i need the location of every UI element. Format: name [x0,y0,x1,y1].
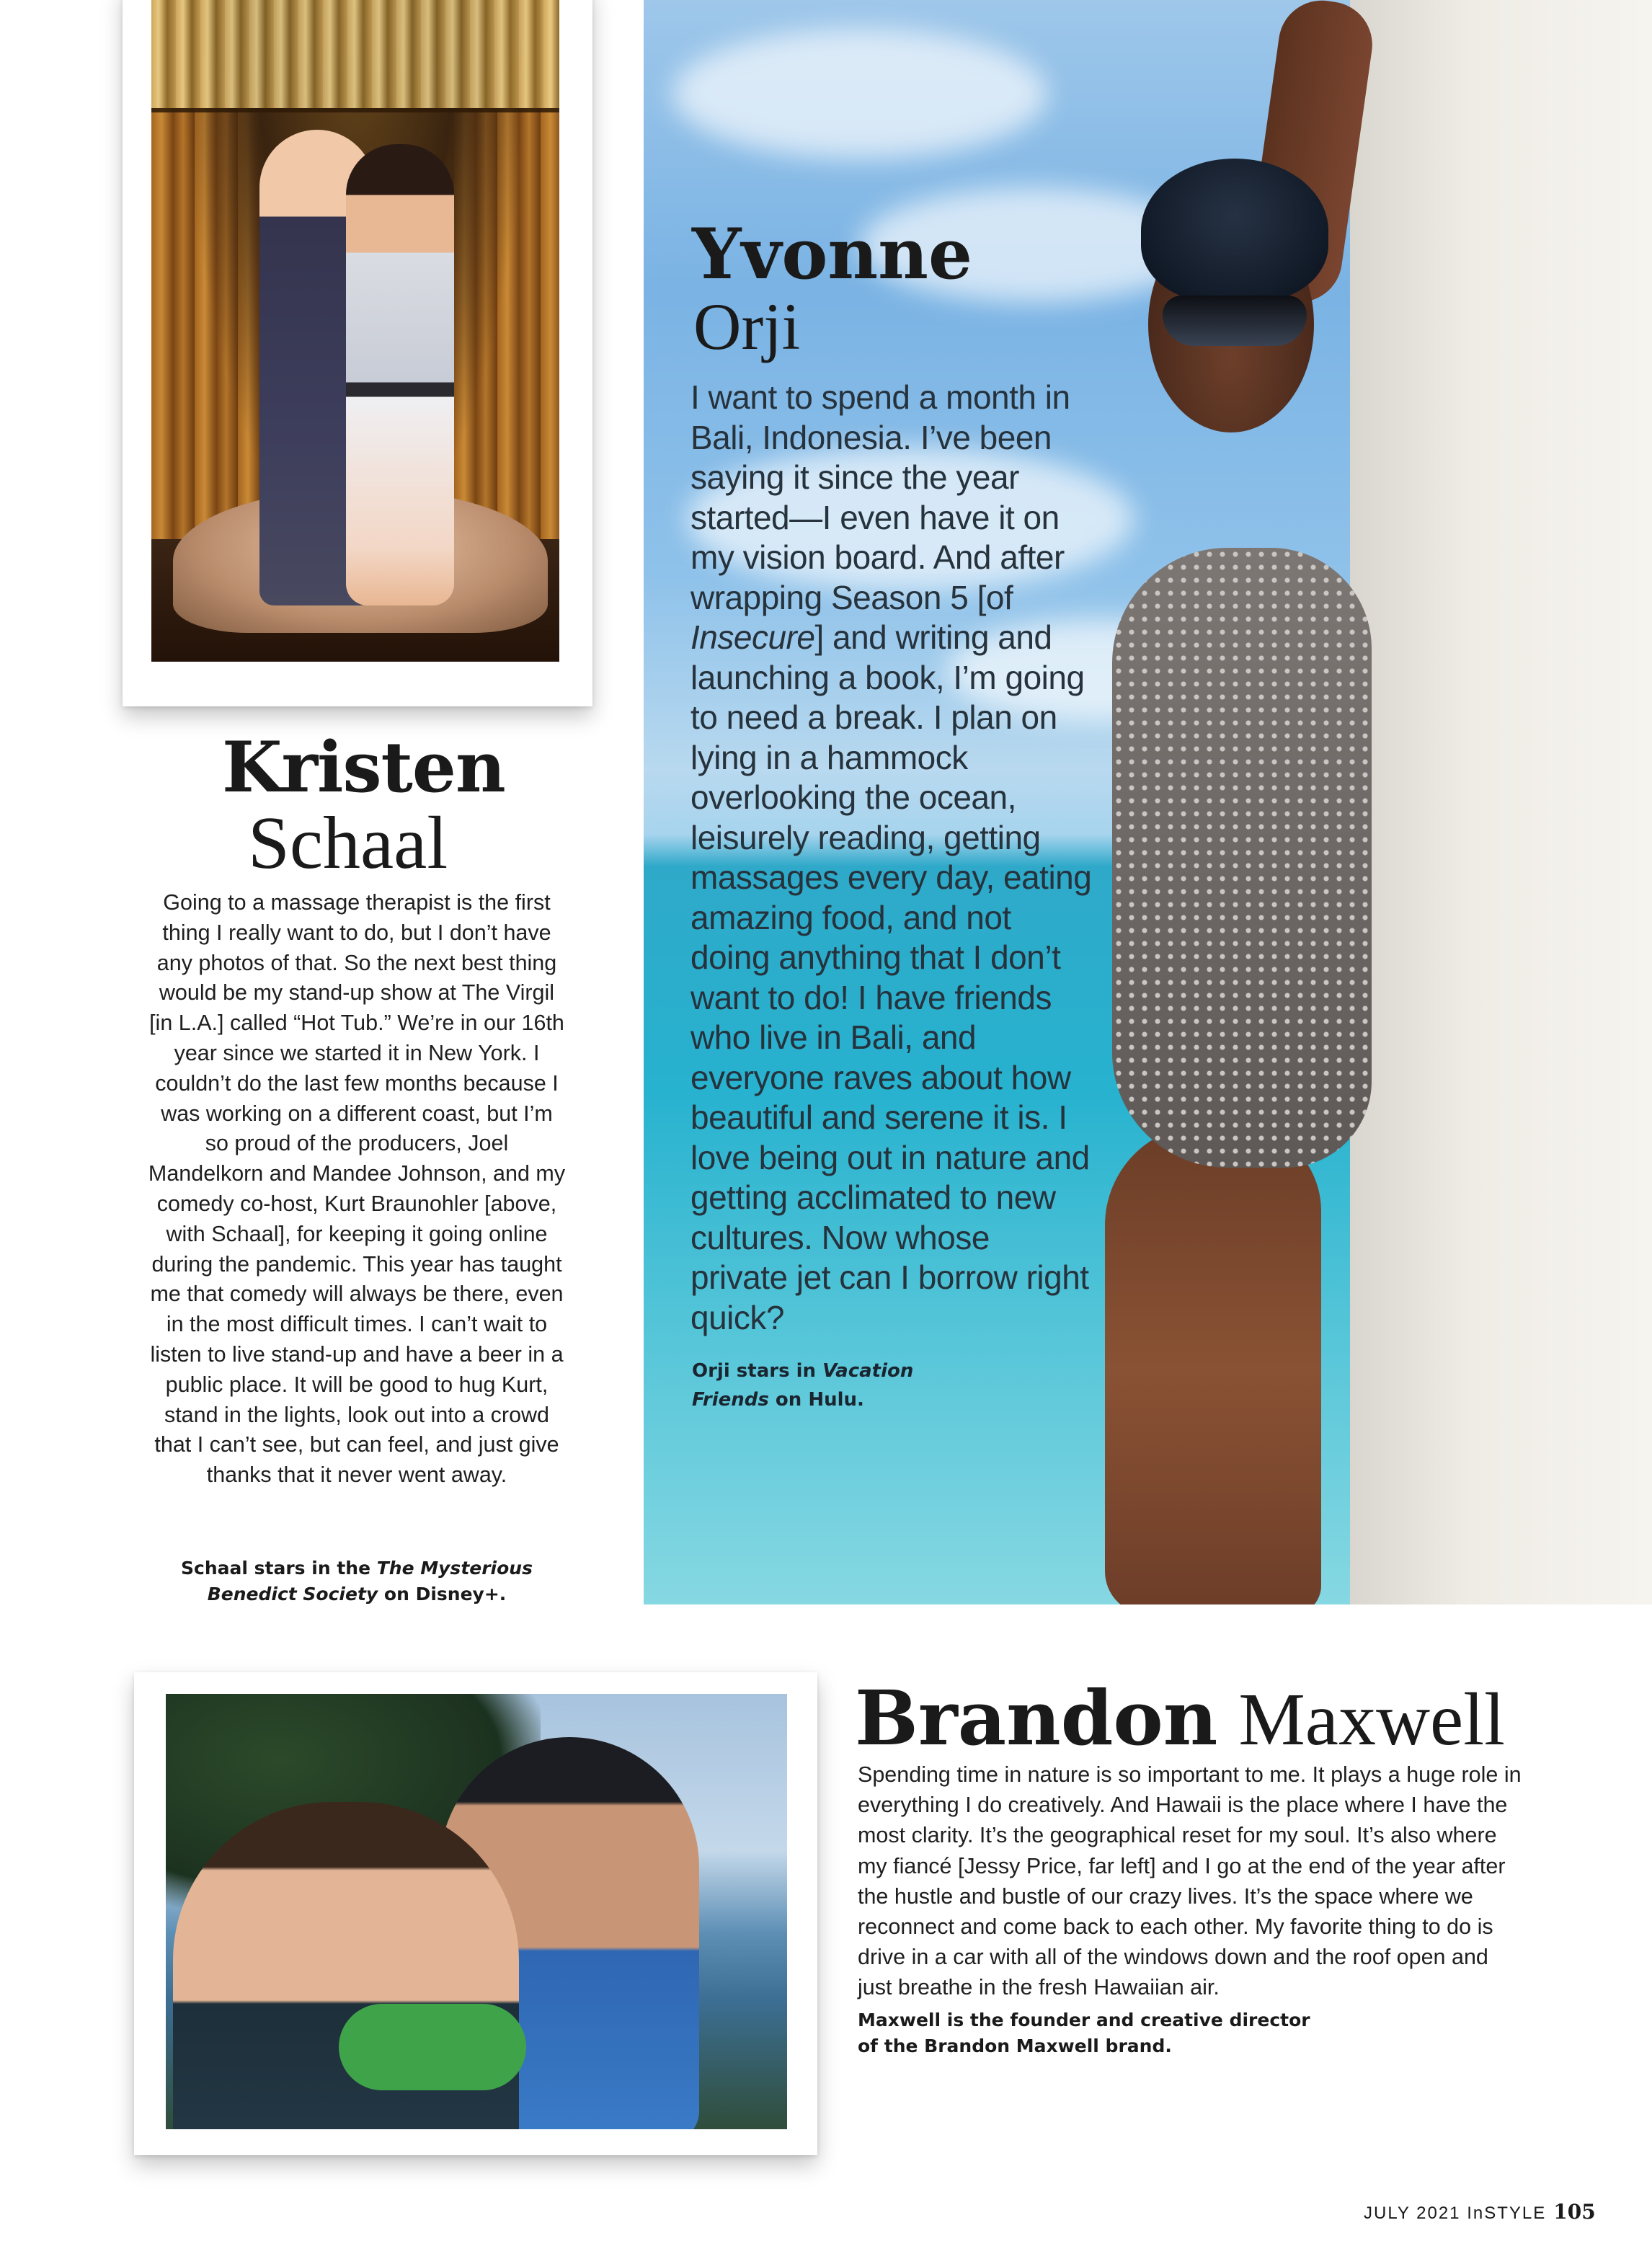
stage-valance [151,0,559,112]
yvonne-quote-part2: ] and writing and launching a book, I’m going to need a break. I plan on lying in a hammock overlooking the ocean, leisurely reading, getting massages every day, eating amazing food, and not doing anything that I don’t want to do! I have friends who live in Bali, and everyone raves about how beautiful and serene it is. I love being out in nature and getting acclimated to new cultures. Now whose private jet can I borrow right quick? [690,618,1092,1336]
yvonne-credit-title: Vacation Friends [692,1360,914,1411]
yvonne-credit-suffix: on Hulu. [768,1389,864,1411]
brandon-name-heading [855,1674,1505,1762]
yvonne-quote [690,378,1094,1338]
kristen-first-name: Kristen [222,727,505,808]
page-number: 105 [1553,2200,1596,2224]
kristen-credit-title: The Mysterious Benedict Society [207,1558,533,1604]
brandon-maxwell-polaroid [134,1672,817,2155]
brandon-maxwell-photo [166,1694,787,2129]
kristen-schaal-photo [151,0,559,662]
kristen-last-name: Schaal [248,802,448,884]
kristen-schaal-polaroid [123,0,592,706]
brandon-first-name: Brandon [855,1674,1218,1762]
yvonne-first-name: Yvonne [692,213,973,295]
green-sleeve [339,2004,526,2090]
yvonne-quote-part1: I want to spend a month in Bali, Indonesia. I’ve been saying it since the year started—I even have it on my vision board. And after wrapping Season 5 [of [690,378,1070,616]
brandon-credit-line2: of the Brandon Maxwell brand. [858,2036,1172,2056]
yvonne-credit [692,1357,951,1414]
brandon-credit [858,2007,1362,2059]
footer-magazine: InSTYLE [1467,2203,1547,2223]
sequin-swimsuit [1112,548,1372,1168]
head-wrap [1141,159,1328,303]
page-footer [1364,2200,1596,2224]
kristen-schaal-figure [346,144,454,605]
footer-issue: JULY 2021 [1364,2203,1461,2223]
kristen-credit-prefix: Schaal stars in the [181,1558,377,1579]
yvonne-credit-prefix: Orji stars in [692,1360,823,1382]
kristen-quote: Going to a massage therapist is the first thing I really want to do, but I don’t have any photos of that. So the next best thing would be my stand-up show at The Virgil [in L.A.] called “Hot Tub.” We’re in our 16th year since we started it in New York. I couldn’t do the last few months because I was working on a different coast, but I’m so proud of the producers, Joel Mandelkorn and Mandee Johnson, and my comedy co-host, Kurt Braunohler [above, with Schaal], for keeping it going online during the pandemic. This year has taught me that comedy will always be there, even in the most difficult times. I can’t wait to listen to live stand-up and have a beer in a public place. It will be good to hug Kurt, stand in the lights, look out into a crowd that I can’t see, but can feel, and just give thanks that it never went away. [148,890,566,1488]
yvonne-last-name: Orji [693,290,801,363]
kristen-credit-suffix: on Disney+. [378,1584,507,1604]
leg [1105,1124,1321,1604]
brandon-credit-line1: Maxwell is the founder and creative director [858,2010,1310,2030]
kristen-credit [148,1555,566,1607]
brandon-quote: Spending time in nature is so important to me. It plays a huge role in everything I do creatively. And Hawaii is the place where I have the most clarity. It’s the geographical reset for my soul. It’s also where my fiancé [Jessy Price, far left] and I go at the end of the year after the hustle and bustle of our crazy lives. It’s the space where we reconnect and come back to each other. My favorite thing to do is drive in a car with all of the windows down and the roof open and just breathe in the fresh Hawaiian air. [858,1762,1522,2000]
sunglasses [1163,296,1307,346]
yvonne-quote-show-title: Insecure [690,618,815,656]
white-wall [1350,0,1652,1604]
brandon-last-name: Maxwell [1238,1678,1505,1761]
